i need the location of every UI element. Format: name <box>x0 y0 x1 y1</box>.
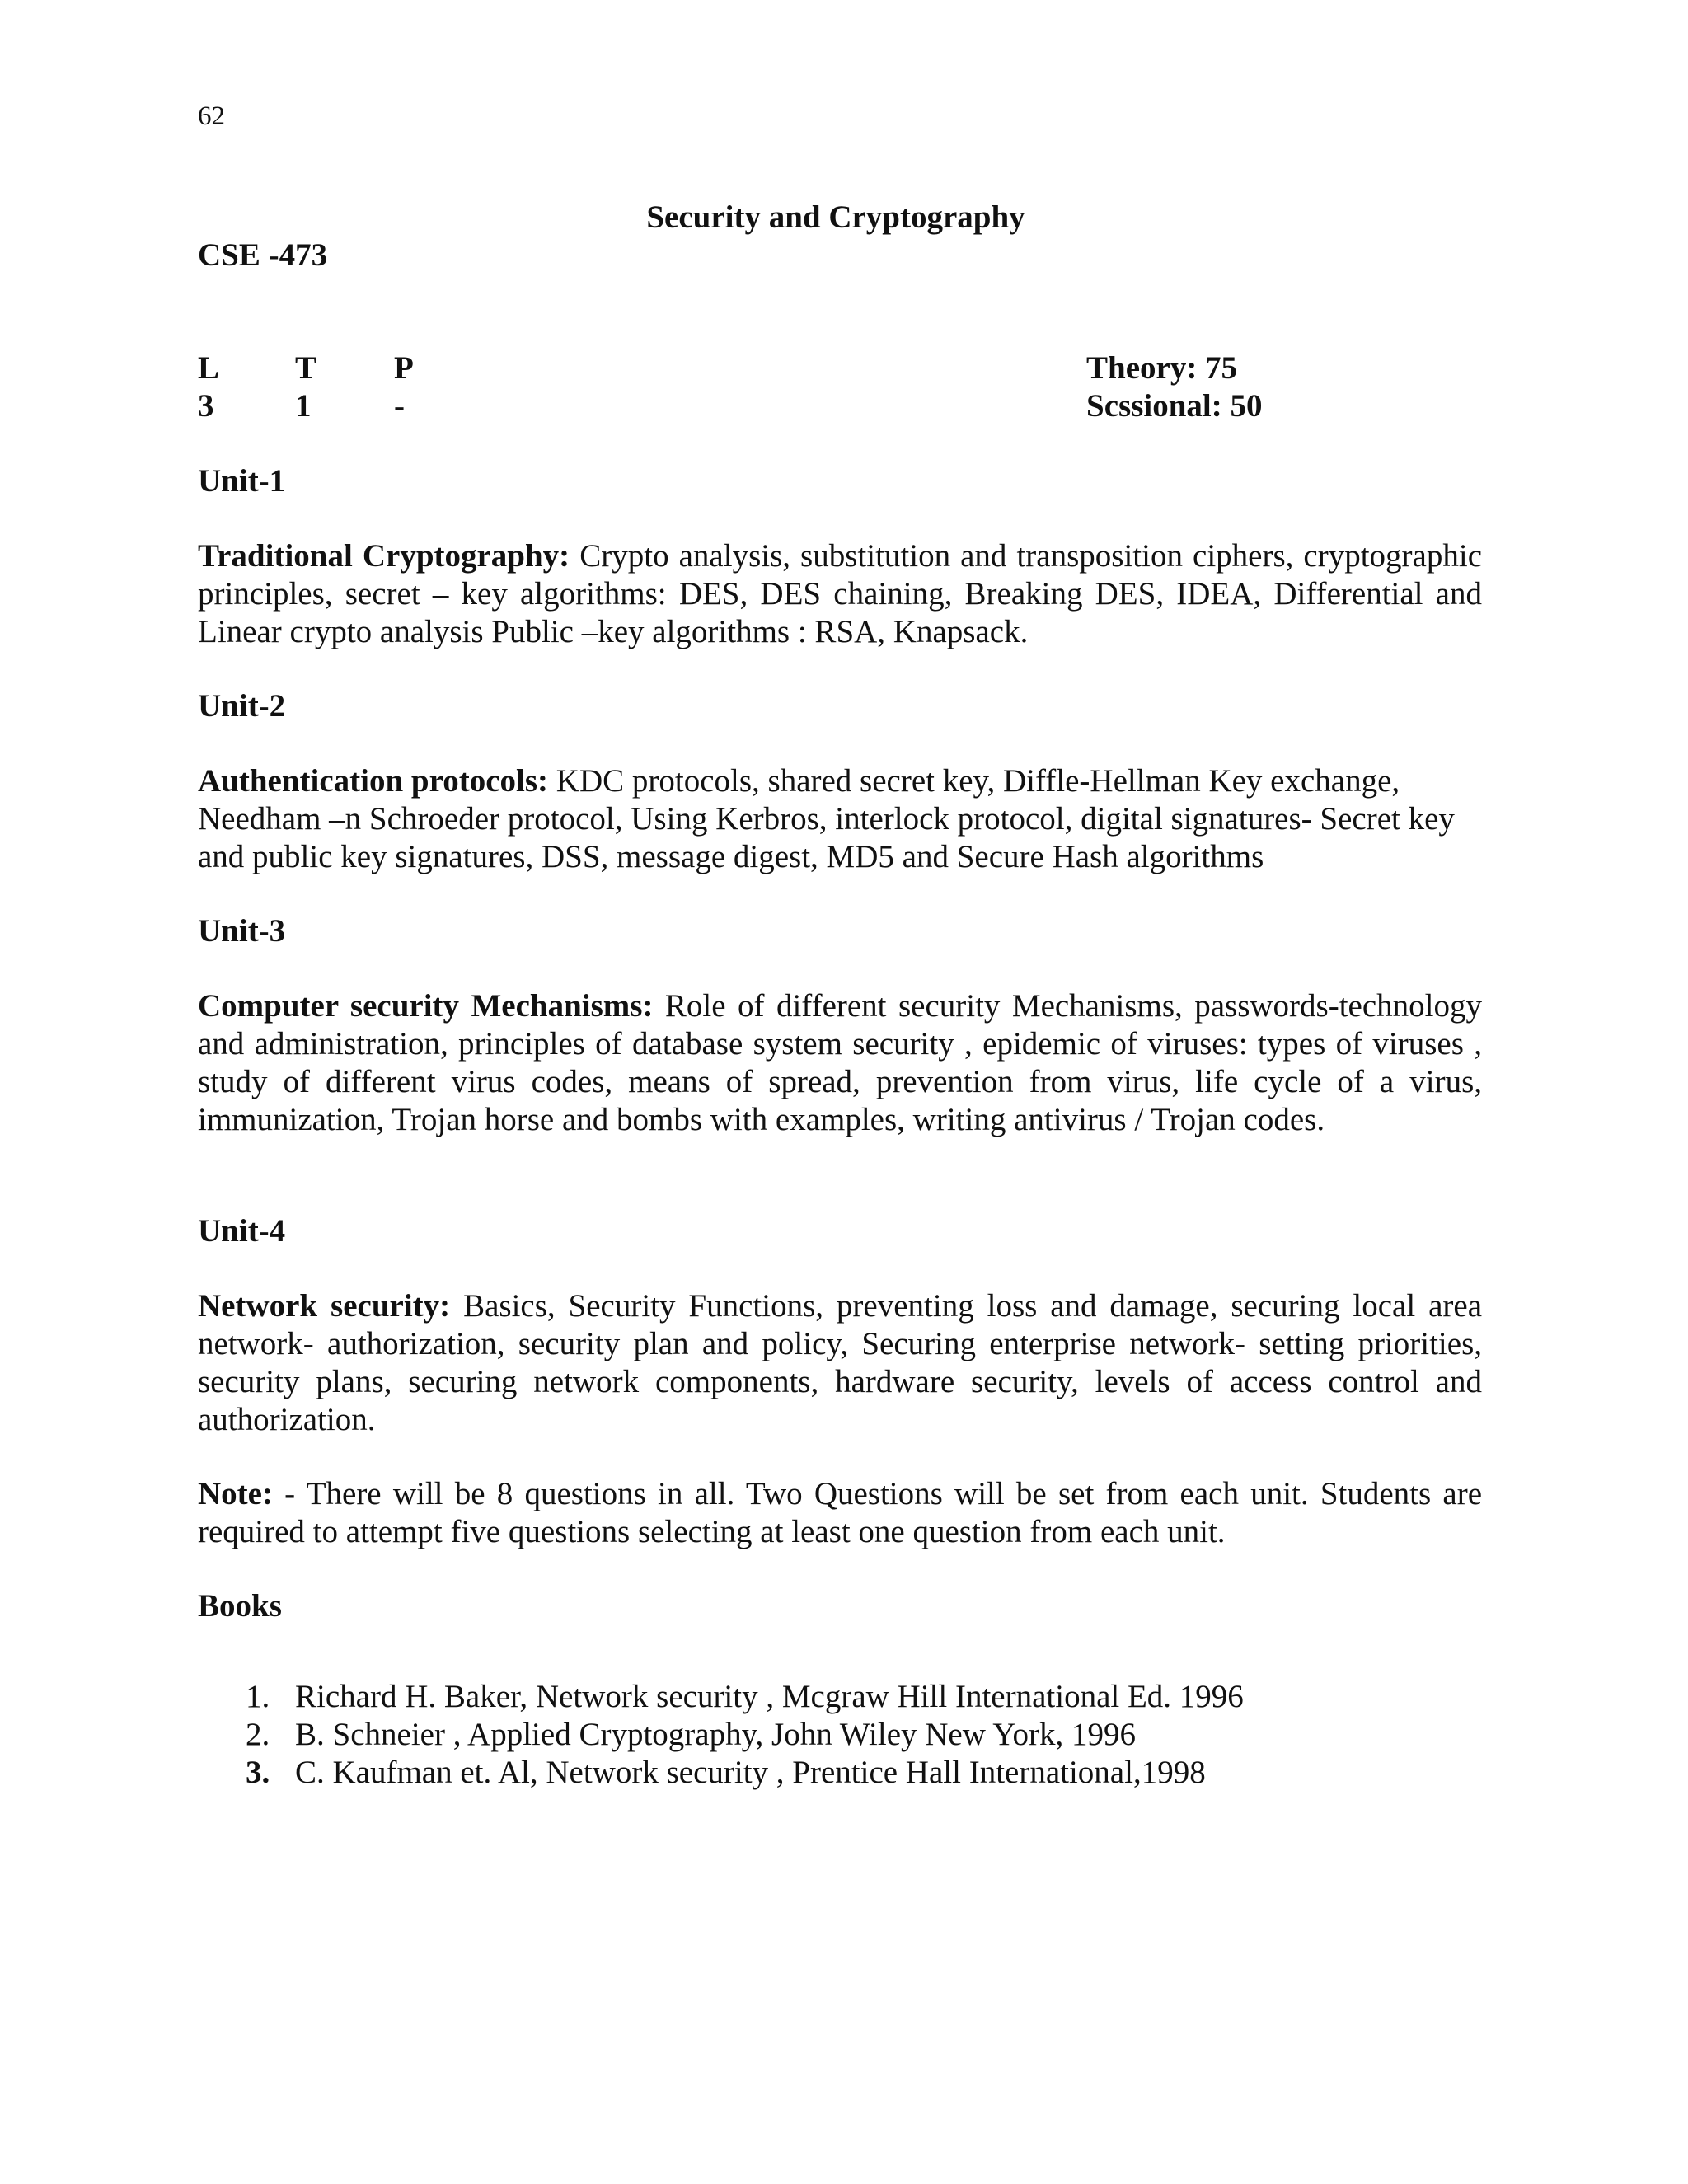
book-number: 1. <box>246 1679 270 1714</box>
unit-1-text: Crypto analysis, substitution and transposition ciphers, cryptographic principles, secret – key algorithms: DES, DES chaining, Breaking DES, IDEA, Differential and Linear crypto analysis Public –key algorithms : RSA, Knapsack. <box>198 538 1483 649</box>
note-text: There will be 8 questions in all. Two Questions will be set from each unit. Students are required to attempt five questions selecting at least one question from each unit. <box>198 1476 1483 1549</box>
unit-2-content <box>198 762 1482 876</box>
unit-2-topic: Authentication protocols: <box>198 763 549 799</box>
list-item <box>198 1754 1517 1792</box>
ltp-value-p: - <box>394 388 405 424</box>
ltp-value-l: 3 <box>198 388 214 424</box>
unit-3-content <box>198 987 1482 1139</box>
book-reference: Richard H. Baker, Network security , Mcgraw Hill International Ed. 1996 <box>295 1679 1244 1714</box>
ltp-value-t: 1 <box>295 388 312 424</box>
unit-3-text: Role of different security Mechanisms, passwords-technology and administration, principles of database system security , epidemic of viruses: types of viruses , study of different virus codes, means of spread, prevention from virus, life cycle of a virus, immunization, Trojan horse and bombs with examples, writing antivirus / Trojan codes. <box>198 988 1482 1137</box>
note-label: Note: - <box>198 1476 296 1511</box>
unit-4-content <box>198 1287 1482 1439</box>
book-reference: C. Kaufman et. Al, Network security , Prentice Hall International,1998 <box>295 1755 1206 1790</box>
book-number: 2. <box>246 1717 270 1752</box>
exam-note <box>198 1475 1482 1551</box>
page-number: 62 <box>198 101 225 131</box>
ltp-header-p: P <box>394 350 414 386</box>
sessional-marks: Scssional: 50 <box>1086 388 1263 424</box>
course-code: CSE -473 <box>198 237 328 273</box>
list-item <box>198 1716 1517 1754</box>
books-list <box>198 1678 1517 1792</box>
unit-1-content <box>198 537 1482 651</box>
unit-1-topic: Traditional Cryptography: <box>198 538 570 574</box>
unit-4-heading: Unit-4 <box>198 1213 286 1249</box>
book-reference: B. Schneier , Applied Cryptography, John Wiley New York, 1996 <box>295 1717 1136 1752</box>
list-item <box>198 1678 1517 1716</box>
unit-3-heading: Unit-3 <box>198 913 286 949</box>
unit-4-text: Basics, Security Functions, preventing loss and damage, securing local area network- authorization, security plan and policy, Securing enterprise network- setting priorities, security plans, securing network components, hardware security, levels of access control and authorization. <box>198 1288 1483 1437</box>
theory-marks: Theory: 75 <box>1086 350 1238 386</box>
unit-3-topic: Computer security Mechanisms: <box>198 988 654 1024</box>
unit-1-heading: Unit-1 <box>198 463 286 499</box>
unit-2-text: KDC protocols, shared secret key, Diffle-Hellman Key exchange, Needham –n Schroeder protocol, Using Kerbros, interlock protocol, digital signatures- Secret key and public key signatures, DSS, message digest, MD5 and Secure Hash algorithms <box>198 763 1455 874</box>
ltp-header-t: T <box>295 350 317 386</box>
ltp-header-l: L <box>198 350 220 386</box>
unit-4-topic: Network security: <box>198 1288 451 1324</box>
books-heading: Books <box>198 1588 282 1624</box>
unit-2-heading: Unit-2 <box>198 688 286 724</box>
course-title: Security and Cryptography <box>646 199 1025 235</box>
book-number: 3. <box>246 1755 270 1790</box>
